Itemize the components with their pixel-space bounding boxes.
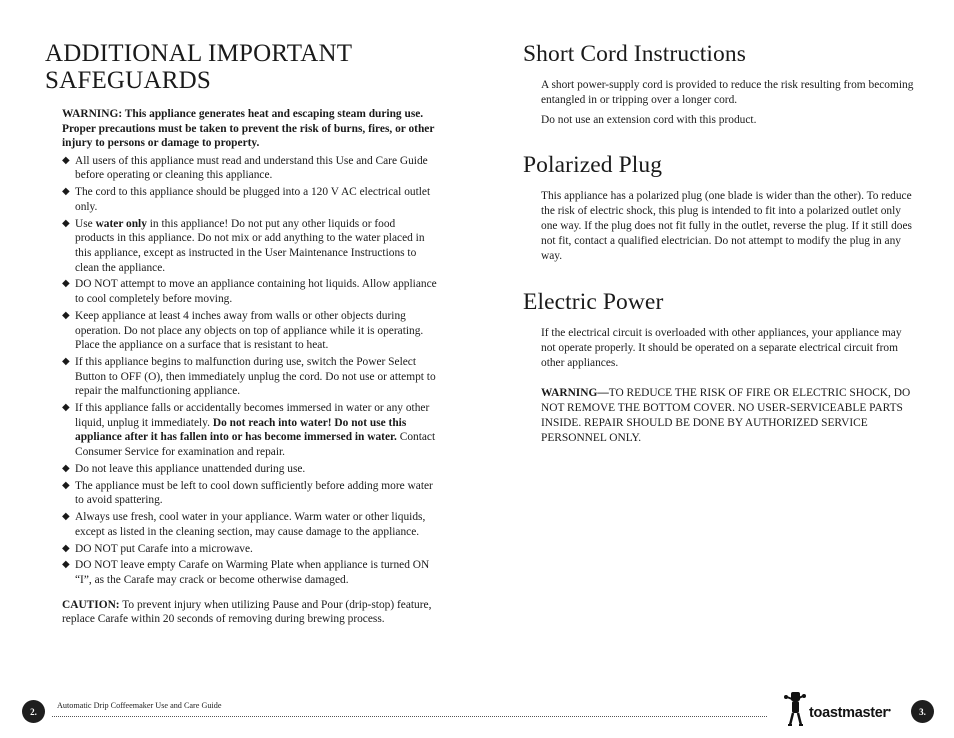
emphasis-text: water only xyxy=(95,217,147,230)
page-title xyxy=(45,40,437,94)
list-item-text: All users of this appliance must read and understand this Use and Care Guide before operating or cleaning this appliance. xyxy=(75,154,428,182)
warning-text: TO REDUCE THE RISK OF FIRE OR ELECTRIC SHOCK, DO NOT REMOVE THE BOTTOM COVER. NO USER-SERVICEABLE PARTS INSIDE. REPAIR SHOULD BE DONE BY AUTHORIZED SERVICE PERSONNEL ONLY. xyxy=(541,387,911,444)
list-item xyxy=(62,558,437,587)
brand-logo xyxy=(783,688,891,728)
page-number-left: 2. xyxy=(22,700,45,723)
safeguards-list xyxy=(62,154,437,588)
brand-name: toastmaster xyxy=(809,705,888,721)
list-item-text: DO NOT leave empty Carafe on Warming Plate when appliance is turned ON “I”, as the Carafe may crack or become otherwise damaged. xyxy=(75,559,430,587)
list-item xyxy=(62,309,437,353)
list-item-text: in this appliance! Do not put any other liquids or food products in this appliance. Do not mix or add anything to the water placed in this appliance, except as instructed in the User Maintenance Instructions to clean the appliance. xyxy=(75,217,425,274)
diamond-bullet-icon: ◆ xyxy=(62,542,70,554)
diamond-bullet-icon: ◆ xyxy=(62,462,70,474)
diamond-bullet-icon: ◆ xyxy=(62,402,70,414)
diamond-bullet-icon: ◆ xyxy=(62,217,70,229)
list-item xyxy=(62,355,437,399)
page-title-line2: SAFEGUARDS xyxy=(45,67,211,94)
list-item-text: Always use fresh, cool water in your appliance. Warm water or other liquids, except as listed in the cleaning section, may cause damage to the appliance. xyxy=(75,511,426,538)
toast-mascot-icon xyxy=(783,690,807,728)
section-body-polarized-plug xyxy=(541,189,915,264)
list-item xyxy=(62,510,437,539)
section-heading-electric-power: Electric Power xyxy=(523,289,664,315)
footer-dotted-rule xyxy=(52,716,767,717)
list-item xyxy=(62,185,437,214)
brand-wordmark xyxy=(809,705,891,721)
list-item xyxy=(62,277,437,306)
paragraph: This appliance has a polarized plug (one blade is wider than the other). To reduce the risk of electric shock, this plug is intended to fit into a polarized outlet only one way. If the plug does not fit fully in the outlet, reverse the plug. If it still does not fit, contact a qualified electrician. Do not attempt to modify the plug in any way. xyxy=(541,190,912,262)
list-item xyxy=(62,401,437,459)
list-item-text: The appliance must be left to cool down sufficiently before adding more water to avoid spattering. xyxy=(75,479,433,507)
warning-statement: WARNING: This appliance generates heat and escaping steam during use. Proper precautions must be taken to prevent the risk of burns, fires, or other injury to persons or damage to property. xyxy=(62,108,435,150)
emphasis-text: Do not reach into water! Do not use this appliance after it has fallen into or has become immersed in water. xyxy=(75,416,407,444)
caution-note xyxy=(62,598,437,627)
caution-text: To prevent injury when utilizing Pause and Pour (drip-stop) feature, replace Carafe within 20 seconds of removing during brewing process. xyxy=(62,598,432,626)
section-body-electric-power xyxy=(541,326,915,446)
caution-label: CAUTION: xyxy=(62,598,120,611)
diamond-bullet-icon: ◆ xyxy=(62,511,70,523)
safeguards-body xyxy=(62,107,437,627)
list-item xyxy=(62,462,437,477)
list-item xyxy=(62,479,437,508)
diamond-bullet-icon: ◆ xyxy=(62,479,70,491)
paragraph: Do not use an extension cord with this product. xyxy=(541,114,757,126)
diamond-bullet-icon: ◆ xyxy=(62,154,70,166)
page-title-line1: ADDITIONAL IMPORTANT xyxy=(45,40,353,67)
diamond-bullet-icon: ◆ xyxy=(62,186,70,198)
section-heading-short-cord: Short Cord Instructions xyxy=(523,41,746,67)
brand-mark: • xyxy=(887,705,891,715)
diamond-bullet-icon: ◆ xyxy=(62,278,70,290)
paragraph: A short power-supply cord is provided to reduce the risk resulting from becoming entangled in or tripping over a longer cord. xyxy=(541,79,914,106)
list-item-text: If this appliance falls or accidentally becomes immersed in water or any other liquid, unplug it immediately. xyxy=(75,402,430,429)
list-item-text: DO NOT put Carafe into a microwave. xyxy=(75,542,253,555)
list-item xyxy=(62,217,437,275)
list-item xyxy=(62,542,437,557)
diamond-bullet-icon: ◆ xyxy=(62,559,70,571)
left-page-content xyxy=(45,40,437,638)
warning-paragraph xyxy=(541,386,915,446)
footer-caption: Automatic Drip Coffeemaker Use and Care Guide xyxy=(57,701,222,710)
list-item xyxy=(62,154,437,183)
list-item-text: DO NOT attempt to move an appliance containing hot liquids. Allow appliance to cool completely before moving. xyxy=(75,278,437,306)
list-item-text: Keep appliance at least 4 inches away from walls or other objects during operation. Do not place any objects on top of appliance while it is operating. Place the appliance on a surface that is resistant to heat. xyxy=(75,309,424,352)
right-page-content xyxy=(523,40,915,446)
diamond-bullet-icon: ◆ xyxy=(62,355,70,367)
section-body-short-cord xyxy=(541,78,915,128)
list-item-text: Use xyxy=(75,217,96,230)
section-heading-polarized-plug: Polarized Plug xyxy=(523,152,663,178)
page-number-right: 3. xyxy=(911,700,934,723)
list-item-text: Do not leave this appliance unattended during use. xyxy=(75,462,306,475)
list-item-text: If this appliance begins to malfunction during use, switch the Power Select Button to OFF (O), then immediately unplug the cord. Do not use or attempt to repair the malfunctioning appliance. xyxy=(75,355,436,398)
paragraph: If the electrical circuit is overloaded with other appliances, your appliance may not operate properly. It should be operated on a separate electrical circuit from other appliances. xyxy=(541,327,902,369)
warning-label: WARNING— xyxy=(541,387,609,399)
list-item-text: Contact Consumer Service for examination and repair. xyxy=(75,431,436,458)
list-item-text: The cord to this appliance should be plugged into a 120 V AC electrical outlet only. xyxy=(75,186,431,213)
diamond-bullet-icon: ◆ xyxy=(62,309,70,321)
